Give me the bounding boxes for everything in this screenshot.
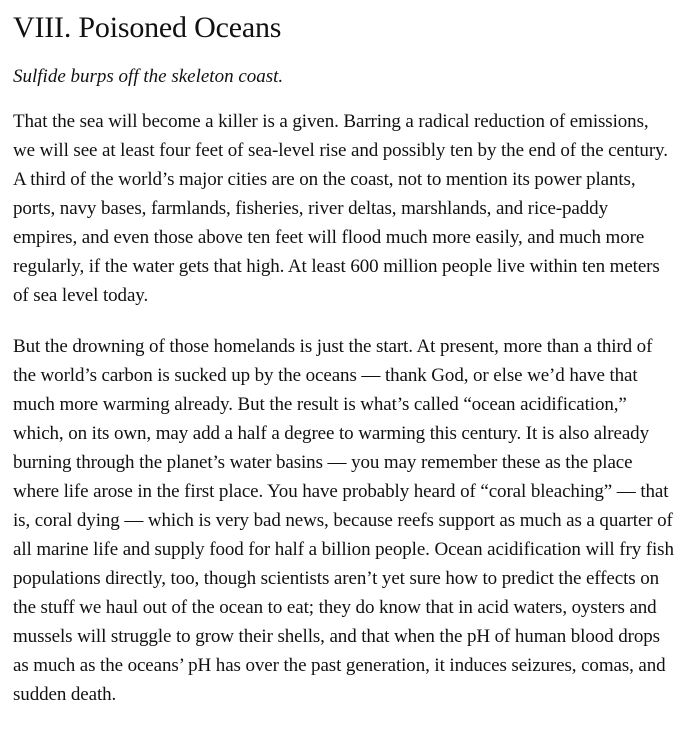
section-heading: VIII. Poisoned Oceans [13, 11, 282, 44]
section-subtitle: Sulfide burps off the skeleton coast. [13, 66, 284, 87]
paragraph-2: But the drowning of those homelands is just the start. At present, more than a third of the world’s carbon is sucked up by the oceans — thank God, or else we’d have that much more warming already. But the result is what’s called “ocean acidification,” which, on its own, may add a half a degree to warming this century. It is also already burning through the planet’s water basins — you may remember these as the place where life arose in the first place. You have probably heard of “coral bleaching” — that is, coral dying — which is very bad news, because reefs support as much as a quarter of all marine life and supply food for half a billion people. Ocean acidification will fry fish populations directly, too, though scientists aren’t yet sure how to predict the effects on the stuff we haul out of the ocean to eat; they do know that in acid waters, oysters and mussels will struggle to grow their shells, and that when the pH of human blood drops as much as the oceans’ pH has over the past generation, it induces seizures, comas, and sudden death. [13, 336, 674, 705]
paragraph-1: That the sea will become a killer is a given. Barring a radical reduction of emissions, we will see at least four feet of sea-level rise and possibly ten by the end of the century. A third of the world’s major cities are on the coast, not to mention its power plants, ports, navy bases, farmlands, fisheries, river deltas, marshlands, and rice-paddy empires, and even those above ten feet will flood much more easily, and much more regularly, if the water gets that high. At least 600 million people live within ten meters of sea level today. [13, 111, 668, 306]
